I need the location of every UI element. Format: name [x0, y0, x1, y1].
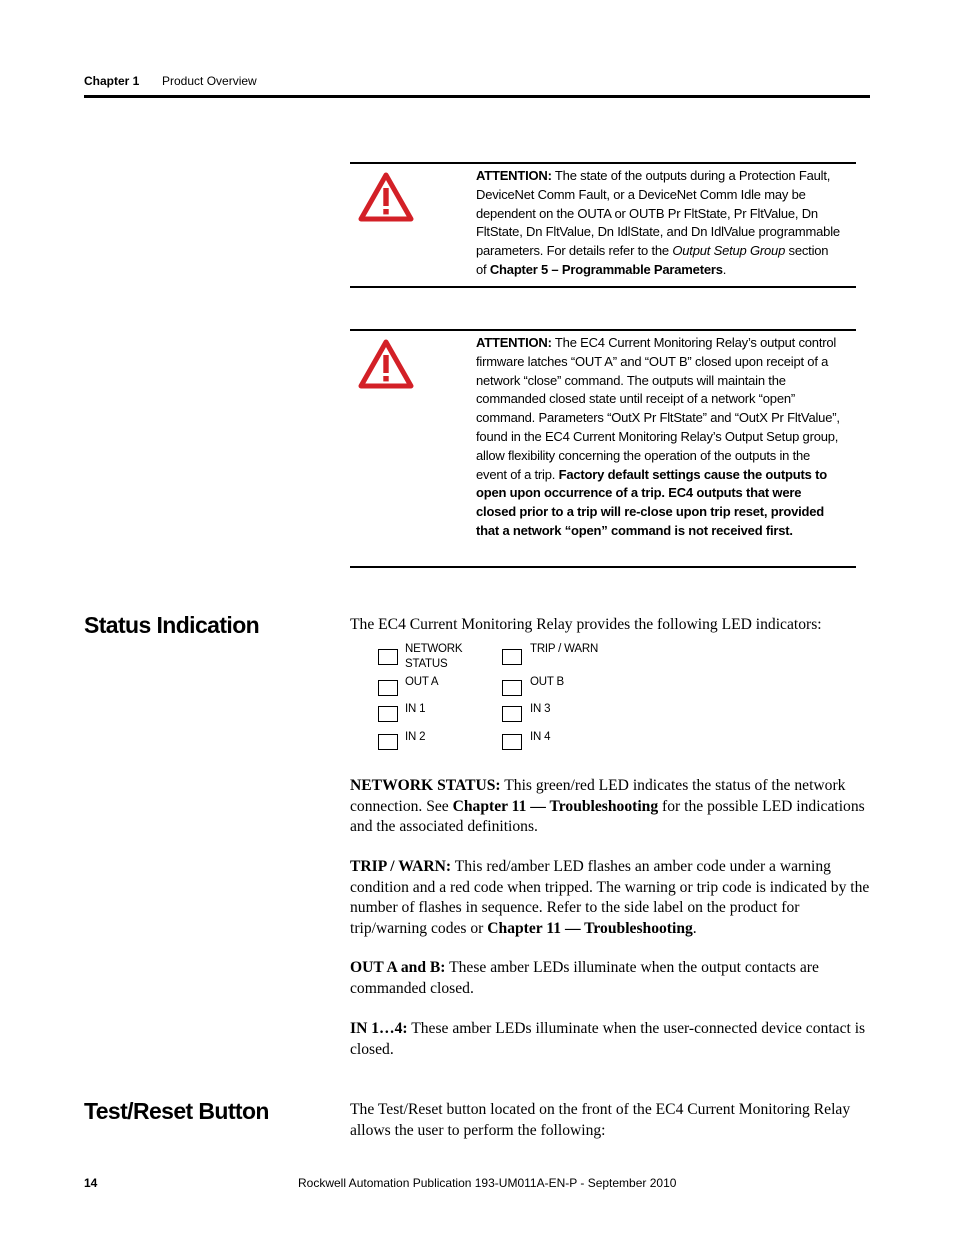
paragraph-trip-warn: TRIP / WARN: This red/amber LED flashes an amber code under a warning condition and a red code when tripped. The warning or trip code is indicated by the number of flashes in sequence. Refer to the side label on the product for trip/warning codes or Chapter 11 — Troubleshooting. — [350, 858, 870, 937]
term-in1-4: IN 1…4: — [350, 1020, 408, 1037]
led-label-trip-warn: TRIP / WARN — [530, 643, 599, 655]
led-label-in3: IN 3 — [530, 703, 551, 715]
chapter-reference: Chapter 5 – Programmable Parameters — [489, 261, 723, 277]
led-in4-indicator — [502, 734, 522, 750]
header-chapter: Chapter 1 — [84, 74, 140, 88]
paragraph-network-status: NETWORK STATUS: This green/red LED indicates the status of the network connection. See Chapter 11 — Troubleshooting for the possible LED indications and the associated definitions. — [350, 777, 865, 836]
led-label-in4: IN 4 — [530, 731, 551, 743]
page-number: 14 — [84, 1176, 98, 1190]
chapter-reference: Chapter 11 — Troubleshooting — [452, 797, 659, 815]
section-heading-test-reset-button: Test/Reset Button — [84, 1098, 269, 1124]
led-network-status-indicator — [378, 649, 398, 665]
warning-triangle-icon — [358, 172, 414, 222]
led-label-out-b: OUT B — [530, 676, 564, 688]
paragraph-out-ab: OUT A and B: These amber LEDs illuminate when the output contacts are commanded closed. — [350, 959, 819, 997]
attention-text-1: ATTENTION: The state of the outputs during a Protection Fault, DeviceNet Comm Fault, or a DeviceNet Comm Idle may be dependent on the OUTA or OUTB Pr FltState, Pr FltValue, Dn FltState, Dn FltValue, Dn IdlState, and Dn IdlValue programmable parameters. For details refer to the Output Setup Group section of Chapter 5 – Programmable Parameters. — [476, 168, 840, 277]
header-rule — [84, 95, 870, 98]
attention-label: ATTENTION: — [476, 335, 552, 350]
attention-label: ATTENTION: — [476, 168, 552, 183]
led-label-network-status: NETWORK STATUS — [405, 643, 463, 670]
term-trip-warn: TRIP / WARN: — [350, 858, 452, 875]
attention-box-2 — [350, 329, 856, 568]
paragraph-in1-4: IN 1…4: These amber LEDs illuminate when the user-connected device contact is closed. — [350, 1020, 866, 1058]
attention-box-1 — [350, 162, 856, 288]
led-in3-indicator — [502, 706, 522, 722]
chapter-reference: Chapter 11 — Troubleshooting — [487, 919, 693, 937]
term-network-status: NETWORK STATUS: — [350, 777, 501, 794]
attention-bold-note: Factory default settings cause the outputs to open upon occurrence of a trip. EC4 outputs that were closed prior to a trip will re-close upon trip reset, provided that a network “open” command is not received first. — [476, 466, 827, 538]
led-out-a-indicator — [378, 680, 398, 696]
test-reset-intro: The Test/Reset button located on the front of the EC4 Current Monitoring Relay allows the user to perform the following: — [350, 1101, 851, 1139]
warning-triangle-icon — [358, 339, 414, 389]
publication-info: Rockwell Automation Publication 193-UM011A-EN-P - September 2010 — [298, 1176, 677, 1190]
header-title: Product Overview — [162, 74, 257, 88]
attention-text-2: ATTENTION: The EC4 Current Monitoring Relay’s output control firmware latches “OUT A” and “OUT B” closed upon receipt of a network “close” command. The outputs will maintain the commanded closed state until receipt of a network “open” command. Parameters “OutX Pr FltState” and “OutX Pr FltValue”, found in the EC4 Current Monitoring Relay’s Output Setup group, allow flexibility concerning the operation of the outputs in the event of a trip. Factory default settings cause the outputs to open upon occurrence of a trip. EC4 outputs that were closed prior to a trip will re-close upon trip reset, provided that a network “open” command is not received first. — [476, 335, 840, 538]
led-label-out-a: OUT A — [405, 676, 439, 688]
section-heading-status-indication: Status Indication — [84, 612, 260, 638]
term-out-ab: OUT A and B: — [350, 959, 446, 976]
led-trip-warn-indicator — [502, 649, 522, 665]
led-label-in2: IN 2 — [405, 731, 426, 743]
led-label-in1: IN 1 — [405, 703, 426, 715]
led-in1-indicator — [378, 706, 398, 722]
led-in2-indicator — [378, 734, 398, 750]
status-intro: The EC4 Current Monitoring Relay provides the following LED indicators: — [350, 616, 822, 633]
led-out-b-indicator — [502, 680, 522, 696]
